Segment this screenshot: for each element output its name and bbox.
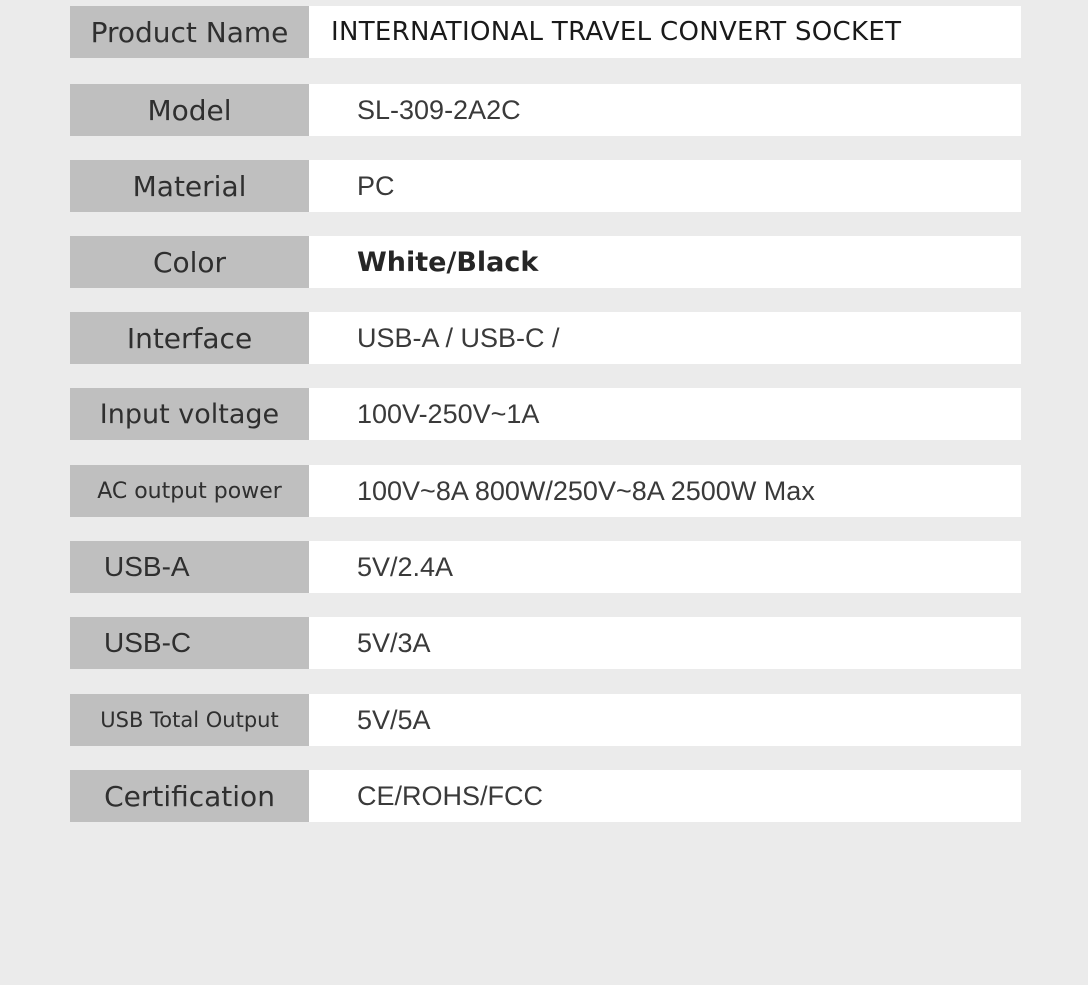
spec-label: Model (70, 84, 309, 136)
spec-label: USB-A (70, 541, 309, 593)
spec-label: Certification (70, 770, 309, 822)
spec-label: USB Total Output (70, 694, 309, 746)
spec-label: AC output power (70, 465, 309, 517)
spec-value: 5V/2.4A (309, 541, 1021, 593)
spec-row-color (70, 236, 1021, 288)
spec-value: USB-A / USB-C / (309, 312, 1021, 364)
spec-value: CE/ROHS/FCC (309, 770, 1021, 822)
spec-row-certification (70, 770, 1021, 822)
spec-label: Material (70, 160, 309, 212)
spec-label: Product Name (70, 6, 309, 58)
spec-value: INTERNATIONAL TRAVEL CONVERT SOCKET (309, 6, 1021, 58)
spec-row-ac-output-power (70, 465, 1021, 517)
spec-value: 100V~8A 800W/250V~8A 2500W Max (309, 465, 1021, 517)
spec-label: Input voltage (70, 388, 309, 440)
spec-value: PC (309, 160, 1021, 212)
spec-row-interface (70, 312, 1021, 364)
spec-row-input-voltage (70, 388, 1021, 440)
spec-value: 5V/5A (309, 694, 1021, 746)
spec-label: Color (70, 236, 309, 288)
spec-row-usb-a (70, 541, 1021, 593)
spec-value: 5V/3A (309, 617, 1021, 669)
spec-value: White/Black (309, 236, 1021, 288)
spec-label: USB-C (70, 617, 309, 669)
spec-row-usb-total-output (70, 694, 1021, 746)
spec-value: SL-309-2A2C (309, 84, 1021, 136)
spec-value: 100V-250V~1A (309, 388, 1021, 440)
spec-row-material (70, 160, 1021, 212)
spec-row-product-name (70, 6, 1021, 58)
spec-row-model (70, 84, 1021, 136)
spec-label: Interface (70, 312, 309, 364)
spec-row-usb-c (70, 617, 1021, 669)
